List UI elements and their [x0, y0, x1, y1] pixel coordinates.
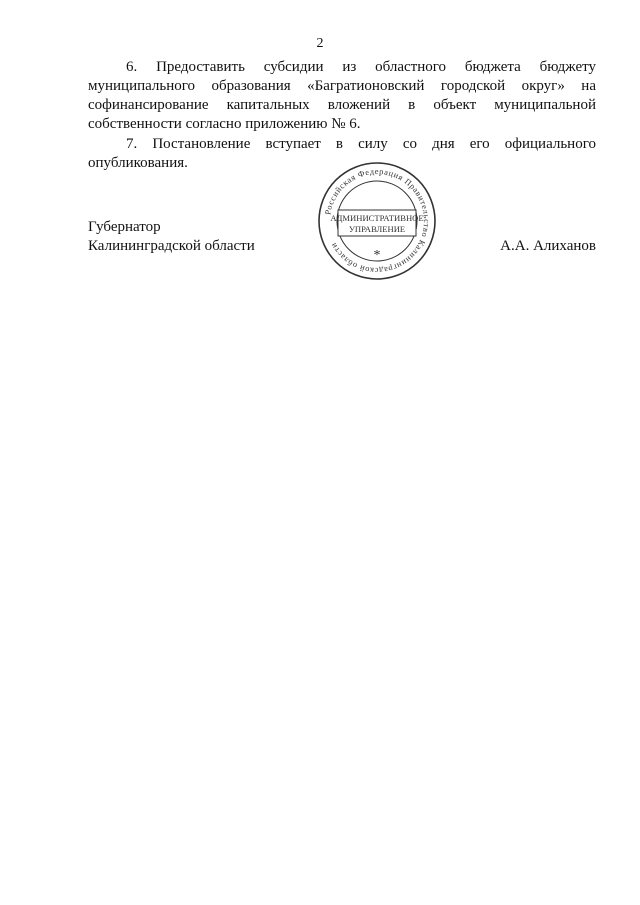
seal-center-line1: АДМИНИСТРАТИВНОЕ [330, 213, 424, 223]
official-seal [314, 158, 440, 284]
seal-graphic [314, 158, 440, 284]
signer-region: Калининградской области [88, 238, 255, 254]
document-body [88, 58, 596, 174]
signer-name: А.А. Алиханов [500, 238, 596, 254]
seal-ring-text: Российская Федерация Правительство Калининградской области [323, 166, 432, 276]
signer-position [88, 218, 255, 256]
page-number: 2 [316, 36, 324, 51]
paragraph-7: 7. Постановление вступает в силу со дня его официального опубликования. [88, 136, 596, 171]
paragraph-6: 6. Предоставить субсидии из областного бюджета бюджету муниципального образования «Багратионовский городской округ» на софинансирование капитальных вложений в объект муниципальной собственности согласно приложению № 6. [88, 59, 596, 132]
seal-center-line2: УПРАВЛЕНИЕ [348, 224, 406, 234]
seal-star-icon: * [373, 248, 381, 263]
signer-title: Губернатор [88, 219, 161, 235]
